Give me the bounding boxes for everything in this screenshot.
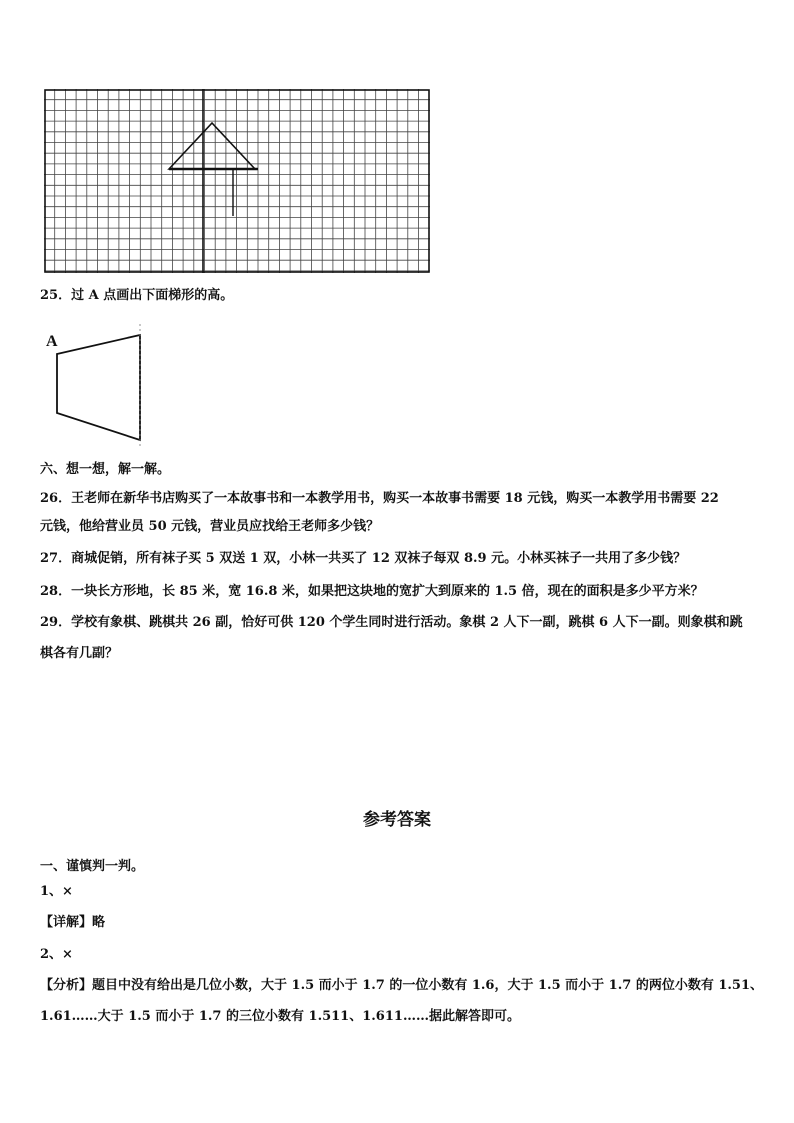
answer-2: 2、× (40, 947, 73, 962)
answer-1: 1、× (40, 884, 73, 899)
point-a-label: A (46, 333, 58, 350)
question-28: 28．一块长方形地，长 85 米，宽 16.8 米，如果把这块地的宽扩大到原来的 1.5 倍，现在的面积是多少平方米？ (40, 584, 704, 599)
question-27: 27．商城促销，所有袜子买 5 双送 1 双，小林一共买了 12 双袜子每双 8.9 元。小林买袜子一共用了多少钱？ (40, 551, 687, 566)
grid-figure (44, 89, 430, 273)
question-26-line-2: 元钱，他给营业员 50 元钱，营业员应找给王老师多少钱？ (40, 519, 380, 534)
answer-1-detail: 【详解】略 (40, 915, 106, 930)
grid-lines (44, 89, 430, 273)
trapezoid-shape (57, 335, 140, 440)
question-29-line-1: 29．学校有象棋、跳棋共 26 副，恰好可供 120 个学生同时进行活动。象棋 2 人下一副，跳棋 6 人下一副。则象棋和跳 (40, 615, 743, 630)
trapezoid-figure (42, 320, 162, 450)
answers-title: 参考答案 (363, 810, 431, 830)
answer-2-analysis-line-2: 1.61……大于 1.5 而小于 1.7 的三位小数有 1.511、1.611……据此解答即可。 (40, 1009, 520, 1024)
answer-2-analysis-line-1: 【分析】题目中没有给出是几位小数，大于 1.5 而小于 1.7 的一位小数有 1.6，大于 1.5 而小于 1.7 的两位小数有 1.51、 (40, 978, 764, 993)
question-25 (40, 286, 233, 306)
question-number: 25． (40, 288, 72, 303)
question-29-line-2: 棋各有几副？ (40, 646, 119, 661)
question-26-line-1: 26．王老师在新华书店购买了一本故事书和一本教学用书，购买一本故事书需要 18 元钱，购买一本教学用书需要 22 (40, 491, 719, 506)
triangle-roof (169, 123, 255, 169)
answers-section-1: 一、谨慎判一判。 (40, 859, 145, 874)
section-6-heading: 六、想一想，解一解。 (40, 462, 171, 477)
question-text: 过 A 点画出下面梯形的高。 (71, 288, 234, 303)
